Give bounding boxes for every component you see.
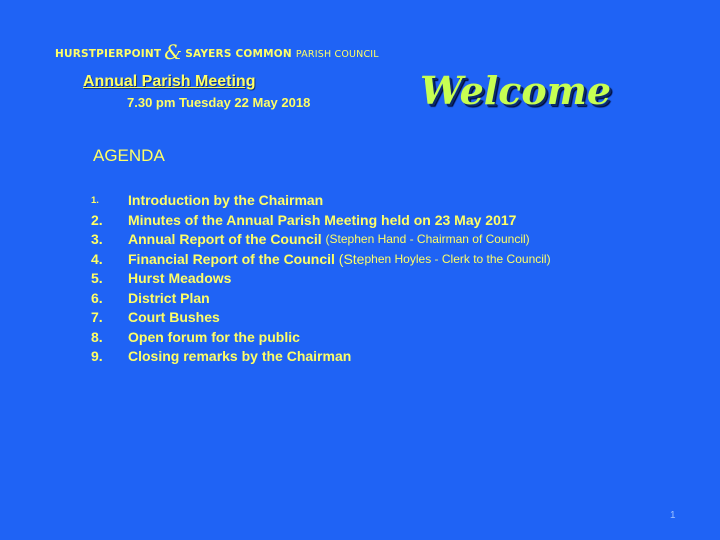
agenda-item — [91, 230, 551, 250]
agenda-item-number: 6. — [91, 289, 103, 306]
agenda-list — [91, 191, 551, 367]
org-name-parish-council: PARISH COUNCIL — [295, 49, 379, 60]
agenda-item-note-start: (Ste — [338, 250, 365, 267]
agenda-item-text: Introduction by the Chairman — [128, 192, 324, 208]
agenda-item-text: Closing remarks by the Chairman — [128, 348, 352, 364]
agenda-item-text: Court Bushes — [128, 309, 220, 325]
agenda-item-number: 1. — [91, 195, 99, 206]
org-name-hurstpierpoint: HURSTPIERPOINT — [55, 48, 162, 60]
org-ampersand: & — [164, 40, 183, 64]
agenda-item — [91, 269, 551, 289]
welcome-heading: Welcome — [420, 68, 612, 113]
page-number: 1 — [670, 510, 676, 521]
agenda-item-note: phen Hoyles - Clerk to the Council) — [364, 251, 551, 266]
agenda-item-text: Financial Report of the Council — [128, 250, 339, 267]
agenda-item-number: 4. — [91, 250, 103, 267]
agenda-heading: AGENDA — [93, 146, 165, 165]
agenda-item-text: Minutes of the Annual Parish Meeting held on 23 May 2017 — [128, 211, 517, 228]
agenda-item-number: 8. — [91, 328, 103, 345]
agenda-item — [91, 347, 551, 367]
agenda-item — [91, 289, 551, 309]
agenda-item-number: 2. — [91, 211, 103, 228]
organisation-header — [55, 38, 379, 62]
agenda-item — [91, 191, 551, 211]
agenda-item — [91, 211, 551, 231]
agenda-item-number: 3. — [91, 231, 103, 247]
agenda-item-note: (Stephen Hand - Chairman of Council) — [325, 232, 530, 246]
meeting-title: Annual Parish Meeting — [83, 73, 256, 90]
org-name-sayers-common: SAYERS COMMON — [185, 48, 292, 60]
agenda-item-number: 9. — [91, 348, 103, 364]
agenda-item-text: Annual Report of the Council — [128, 231, 326, 247]
agenda-item-text: District Plan — [128, 289, 210, 306]
agenda-item-text: Open forum for the public — [128, 328, 300, 345]
agenda-item-number: 7. — [91, 309, 103, 325]
agenda-item-number: 5. — [91, 270, 103, 286]
agenda-item-text: Hurst Meadows — [128, 270, 232, 286]
agenda-item — [91, 308, 551, 328]
meeting-datetime: 7.30 pm Tuesday 22 May 2018 — [127, 95, 311, 110]
agenda-item — [91, 250, 551, 270]
agenda-item — [91, 328, 551, 348]
